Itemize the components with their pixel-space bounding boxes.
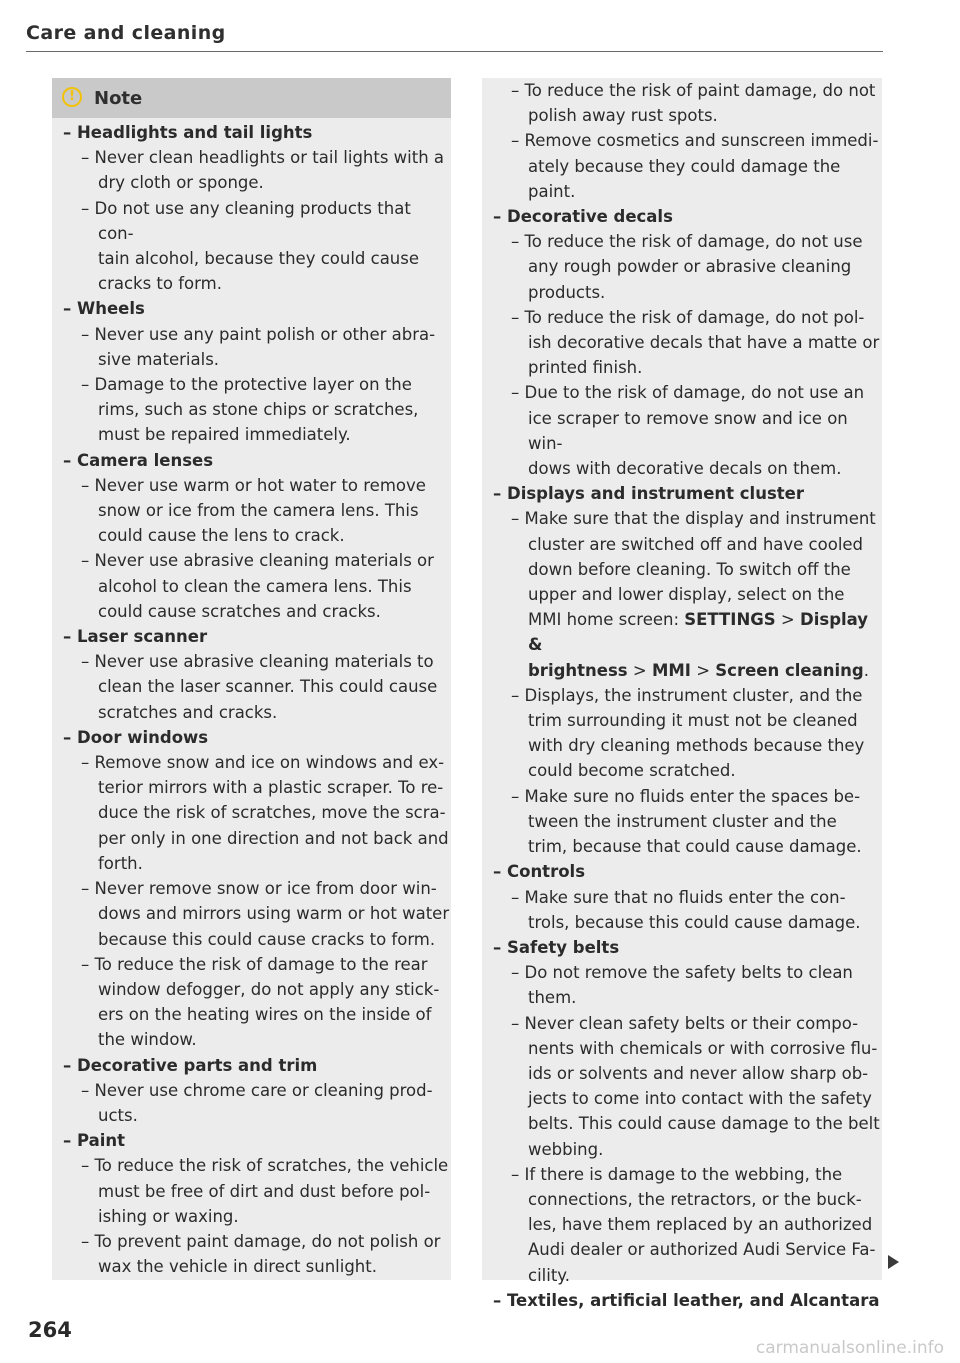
note-text-line: – To prevent paint damage, do not polish or: [81, 1231, 441, 1251]
note-text-line: could cause scratches and cracks.: [98, 601, 381, 621]
note-text-line: alcohol to clean the camera lens. This: [98, 576, 412, 596]
note-text-line: – Never use abrasive cleaning materials or: [81, 551, 434, 571]
note-section-heading: [52, 120, 451, 145]
note-text-line: because this could cause cracks to form.: [98, 929, 436, 949]
note-section-heading: [482, 1288, 882, 1313]
note-text-line: – If there is damage to the webbing, the: [511, 1164, 843, 1184]
note-text-line: ucts.: [98, 1105, 138, 1125]
note-text-line: clean the laser scanner. This could cause: [98, 677, 438, 697]
note-section-heading: [482, 204, 882, 229]
note-text-line: forth.: [98, 853, 143, 873]
note-text-line: – To reduce the risk of damage, do not use: [511, 232, 863, 252]
note-section-heading: [482, 481, 882, 506]
note-text-line: – Remove cosmetics and sunscreen immedi-: [511, 131, 879, 151]
note-text-line: – Never use abrasive cleaning materials to: [81, 652, 434, 672]
note-section-heading: [52, 1053, 451, 1078]
heading-label: – Decorative parts and trim: [63, 1055, 318, 1075]
note-text-line: – Due to the risk of damage, do not use an: [511, 383, 865, 403]
note-text-line: trim, because that could cause damage.: [528, 837, 862, 857]
note-text-line: brightness > MMI > Screen cleaning.: [528, 660, 869, 680]
note-title: Note: [94, 88, 143, 109]
note-text-line: could cause the lens to crack.: [98, 526, 345, 546]
note-text-line: les, have them replaced by an authorized: [528, 1215, 873, 1235]
heading-label: – Headlights and tail lights: [63, 123, 313, 142]
note-text-line: any rough powder or abrasive cleaning: [528, 257, 852, 277]
note-text-line: ers on the heating wires on the inside of: [98, 1005, 432, 1025]
note-text-line: – To reduce the risk of scratches, the vehicle: [81, 1156, 449, 1176]
note-text-line: paint.: [528, 181, 576, 201]
note-content-left: [52, 120, 451, 1279]
note-text-line: must be repaired immediately.: [98, 425, 351, 445]
note-text-line: rims, such as stone chips or scratches,: [98, 400, 419, 420]
note-text-line: dry cloth or sponge.: [98, 173, 264, 193]
note-text-line: products.: [528, 282, 606, 302]
note-text-line: polish away rust spots.: [528, 106, 718, 126]
heading-label: – Laser scanner: [63, 627, 208, 647]
note-content-right: [482, 78, 882, 1313]
note-text-line: with dry cleaning methods because they: [528, 736, 865, 756]
note-text-line: sive materials.: [98, 349, 220, 369]
note-text-line: upper and lower display, select on the: [528, 585, 845, 605]
note-text-line: cracks to form.: [98, 274, 222, 294]
note-text-line: scratches and cracks.: [98, 702, 278, 722]
note-text-line: dows and mirrors using warm or hot water: [98, 904, 450, 924]
note-text-line: ishing or waxing.: [98, 1206, 239, 1226]
note-text-line: cility.: [528, 1265, 570, 1285]
header-divider: [26, 51, 883, 52]
note-text-line: – Remove snow and ice on windows and ex-: [81, 753, 445, 773]
heading-label: – Controls: [493, 862, 586, 882]
heading-label: – Wheels: [63, 299, 145, 319]
note-text-line: terior mirrors with a plastic scraper. To re-: [98, 778, 444, 798]
note-text-line: ice scraper to remove snow and ice on win-: [528, 408, 848, 453]
note-text-line: window defogger, do not apply any stick-: [98, 979, 440, 999]
note-text-line: ids or solvents and never allow sharp ob-: [528, 1063, 869, 1083]
heading-label: – Safety belts: [493, 937, 620, 957]
note-section-heading: [482, 859, 882, 884]
note-text-line: tain alcohol, because they could cause: [98, 249, 420, 269]
continue-arrow-icon: [888, 1255, 899, 1269]
note-text-line: – Damage to the protective layer on the: [81, 375, 412, 395]
note-text-line: webbing.: [528, 1139, 604, 1159]
heading-label: – Paint: [63, 1131, 126, 1151]
note-text-line: jects to come into contact with the safety: [528, 1089, 872, 1109]
note-text-line: – Never use warm or hot water to remove: [81, 475, 426, 495]
note-text-line: ately because they could damage the: [528, 156, 841, 176]
note-text-line: down before cleaning. To switch off the: [528, 559, 851, 579]
note-text-line: – Do not remove the safety belts to clean: [511, 963, 853, 983]
note-text-line: – Make sure that the display and instrument: [511, 509, 876, 529]
note-text-line: printed finish.: [528, 358, 643, 378]
note-text-line: snow or ice from the camera lens. This: [98, 501, 419, 521]
note-section-heading: [52, 624, 451, 649]
note-text-line: per only in one direction and not back and: [98, 828, 449, 848]
exclamation-circle-icon: !: [62, 87, 82, 107]
note-text-line: – Never use chrome care or cleaning prod-: [81, 1080, 433, 1100]
note-text-line: – Make sure that no fluids enter the con-: [511, 887, 846, 907]
note-text-line: MMI home screen: SETTINGS > Display &: [528, 610, 869, 655]
note-section-heading: [52, 725, 451, 750]
note-text-line: – Never remove snow or ice from door win-: [81, 879, 437, 899]
note-text-line: trols, because this could cause damage.: [528, 912, 861, 932]
heading-label: – Textiles, artificial leather, and Alcantara: [493, 1290, 880, 1310]
note-text-line: nents with chemicals or with corrosive flu-: [528, 1038, 878, 1058]
note-header-bar: [52, 78, 451, 118]
heading-label: – Camera lenses: [63, 450, 214, 470]
heading-label: – Door windows: [63, 727, 209, 747]
note-text-line: dows with decorative decals on them.: [528, 459, 842, 479]
heading-label: – Decorative decals: [493, 207, 673, 227]
note-panel-right: [482, 78, 882, 1310]
note-text-line: trim surrounding it must not be cleaned: [528, 711, 858, 731]
note-section-heading: [52, 296, 451, 321]
note-text-line: – Never clean headlights or tail lights with a: [81, 148, 445, 168]
watermark: carmanualsonline.info: [755, 1338, 944, 1358]
note-text-line: – Make sure no fluids enter the spaces be-: [511, 786, 861, 806]
note-text-line: cluster are switched off and have cooled: [528, 534, 864, 554]
heading-label: – Displays and instrument cluster: [493, 484, 804, 504]
note-text-line: belts. This could cause damage to the belt: [528, 1114, 880, 1134]
note-text-line: – To reduce the risk of damage, do not pol-: [511, 307, 865, 327]
note-text-line: the window.: [98, 1030, 197, 1050]
page-number: 264: [28, 1318, 72, 1342]
note-section-heading: [482, 935, 882, 960]
note-text-line: connections, the retractors, or the buck-: [528, 1189, 862, 1209]
note-text-line: – Do not use any cleaning products that con-: [81, 198, 411, 243]
note-text-line: duce the risk of scratches, move the scra-: [98, 803, 446, 823]
section-header: Care and cleaning: [26, 22, 226, 44]
note-section-heading: [52, 1128, 451, 1153]
note-text-line: – Never clean safety belts or their compo-: [511, 1013, 859, 1033]
note-text-line: – Displays, the instrument cluster, and the: [511, 685, 863, 705]
note-text-line: them.: [528, 988, 577, 1008]
note-section-heading: [52, 448, 451, 473]
note-text-line: – Never use any paint polish or other abra-: [81, 324, 436, 344]
note-text-line: tween the instrument cluster and the: [528, 811, 837, 831]
note-panel-left: [52, 78, 451, 1280]
note-text-line: ish decorative decals that have a matte or: [528, 333, 880, 353]
note-text-line: could become scratched.: [528, 761, 736, 781]
note-text-line: must be free of dirt and dust before pol-: [98, 1181, 431, 1201]
note-text-line: wax the vehicle in direct sunlight.: [98, 1257, 377, 1277]
note-text-line: Audi dealer or authorized Audi Service Fa-: [528, 1240, 876, 1260]
note-text-line: – To reduce the risk of paint damage, do not: [511, 81, 876, 100]
note-text-line: – To reduce the risk of damage to the rear: [81, 954, 428, 974]
